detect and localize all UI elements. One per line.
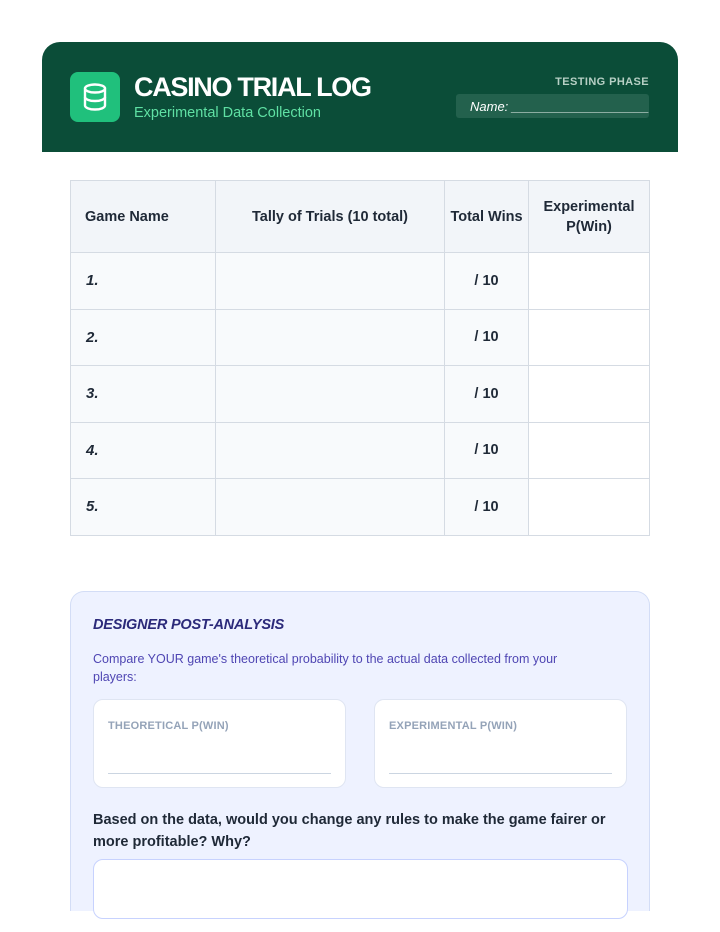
theoretical-pwin-label: THEORETICAL P(WIN) — [108, 720, 229, 732]
experimental-pwin-label: EXPERIMENTAL P(WIN) — [389, 720, 518, 732]
total-wins-cell[interactable]: / 10 — [445, 479, 529, 536]
total-wins-cell[interactable]: / 10 — [445, 253, 529, 310]
tally-cell[interactable] — [216, 479, 445, 536]
database-icon — [82, 83, 108, 111]
experimental-pwin-line — [389, 773, 612, 774]
table-row — [71, 422, 650, 479]
post-analysis-panel — [70, 591, 650, 911]
game-name-cell[interactable]: 5. — [71, 479, 216, 536]
column-header-game-name: Game Name — [71, 181, 216, 253]
game-name-cell[interactable]: 3. — [71, 366, 216, 423]
tally-cell[interactable] — [216, 253, 445, 310]
tally-cell[interactable] — [216, 422, 445, 479]
total-wins-cell[interactable]: / 10 — [445, 422, 529, 479]
trial-log-table — [70, 180, 650, 536]
experimental-pwin-cell[interactable] — [529, 422, 650, 479]
page-title: CASINO TRIAL LOG — [134, 72, 371, 102]
table-row — [71, 253, 650, 310]
column-header-total-wins: Total Wins — [445, 181, 529, 253]
column-header-tally: Tally of Trials (10 total) — [216, 181, 445, 253]
game-name-cell[interactable]: 1. — [71, 253, 216, 310]
rule-change-question: Based on the data, would you change any rules to make the game fairer or more profitable? Why? — [93, 812, 606, 850]
tally-cell[interactable] — [216, 309, 445, 366]
table-row — [71, 366, 650, 423]
total-wins-cell[interactable]: / 10 — [445, 366, 529, 423]
experimental-pwin-box[interactable] — [374, 699, 627, 788]
experimental-pwin-cell[interactable] — [529, 366, 650, 423]
analysis-description: Compare YOUR game's theoretical probability to the actual data collected from your players: — [93, 652, 558, 684]
table-row — [71, 479, 650, 536]
name-field[interactable]: Name: ___________________ — [456, 94, 649, 118]
total-wins-cell[interactable]: / 10 — [445, 309, 529, 366]
experimental-pwin-cell[interactable] — [529, 309, 650, 366]
tally-cell[interactable] — [216, 366, 445, 423]
analysis-title: DESIGNER POST-ANALYSIS — [93, 617, 285, 633]
rule-change-answer-box[interactable] — [93, 859, 628, 919]
game-name-cell[interactable]: 2. — [71, 309, 216, 366]
table-header-row — [71, 181, 650, 253]
game-name-cell[interactable]: 4. — [71, 422, 216, 479]
experimental-pwin-cell[interactable] — [529, 479, 650, 536]
table-row — [71, 309, 650, 366]
theoretical-pwin-box[interactable] — [93, 699, 346, 788]
header-banner — [42, 42, 678, 152]
theoretical-pwin-line — [108, 773, 331, 774]
column-header-experimental: Experimental P(Win) — [529, 181, 650, 253]
phase-label: TESTING PHASE — [555, 76, 649, 88]
experimental-pwin-cell[interactable] — [529, 253, 650, 310]
page-subtitle: Experimental Data Collection — [134, 105, 321, 121]
logo-badge — [70, 72, 120, 122]
